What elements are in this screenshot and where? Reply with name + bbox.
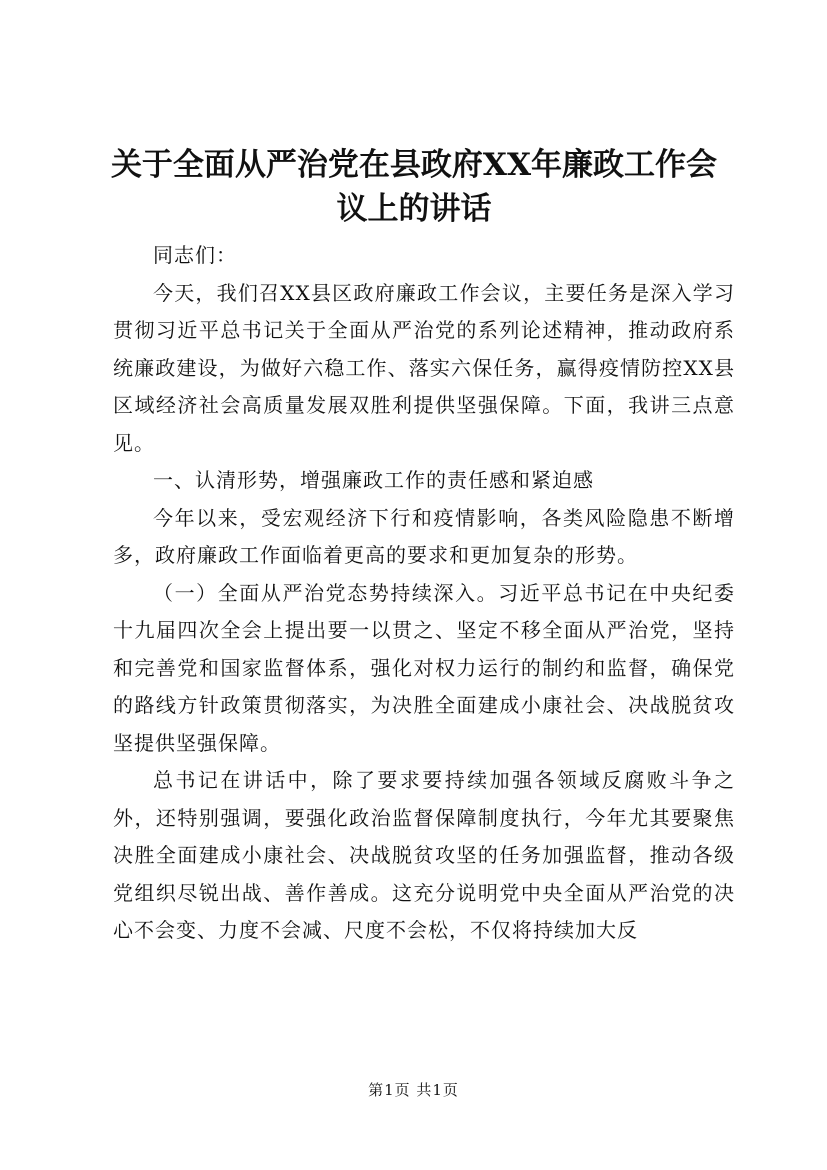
paragraph-salutation: 同志们： xyxy=(153,243,237,267)
paragraph-situation: 今年以来，受宏观经济下行和疫情影响，各类风险隐患不断增多，政府廉政工作面临着更高的要求和更加复杂的形势。 xyxy=(113,505,735,567)
document-title: 关于全面从严治党在县政府XX年廉政工作会议上的讲话 xyxy=(110,147,718,227)
paragraph-speech-summary: 总书记在讲话中，除了要求要持续加强各领域反腐败斗争之外，还特别强调，要强化政治监督保障制度执行，今年尤其要聚焦决胜全面建成小康社会、决战脱贫攻坚的任务加强监督，推动各级党组织尽锐出战、善作善成。这充分说明党中央全面从严治党的决心不会变、力度不会减、尺度不会松，不仅将持续加大反 xyxy=(113,768,735,942)
page-footer: 第1页 共1页 xyxy=(368,1081,459,1099)
section-heading-1: 一、认清形势，增强廉政工作的责任感和紧迫感 xyxy=(153,468,594,492)
document-body xyxy=(113,237,735,950)
paragraph-point-1: （一）全面从严治党态势持续深入。习近平总书记在中央纪委十九届四次全会上提出要一以贯之、坚定不移全面从严治党，坚持和完善党和国家监督体系，强化对权力运行的制约和监督，确保党的路线方针政策贯彻落实，为决胜全面建成小康社会、决战脱贫攻坚提供坚强保障。 xyxy=(113,580,735,755)
paragraph-intro: 今天，我们召XX县区政府廉政工作会议，主要任务是深入学习贯彻习近平总书记关于全面从严治党的系列论述精神，推动政府系统廉政建设，为做好六稳工作、落实六保任务，赢得疫情防控XX县区域经济社会高质量发展双胜利提供坚强保障。下面，我讲三点意见。 xyxy=(113,280,735,455)
